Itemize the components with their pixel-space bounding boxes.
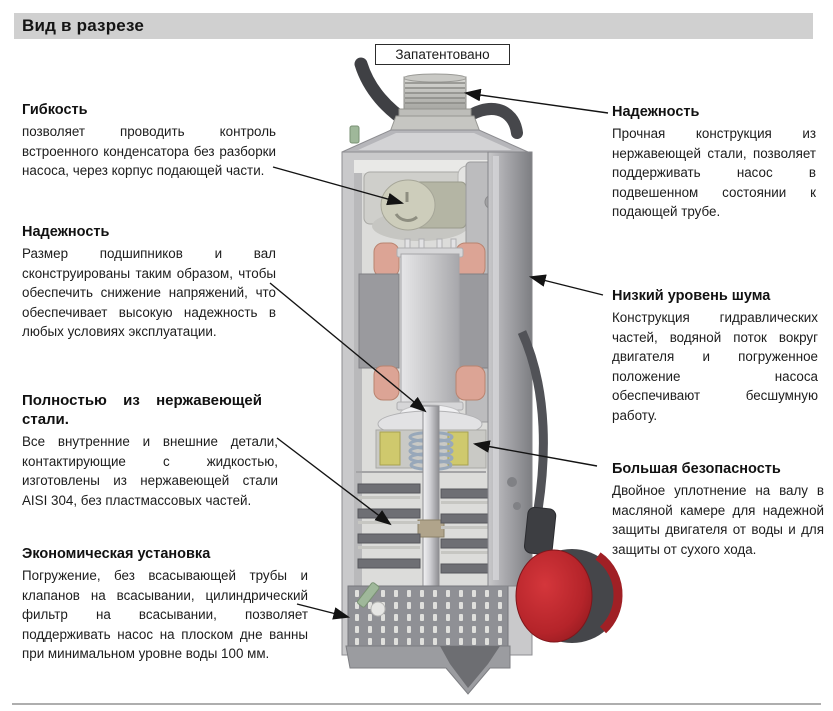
callout-body: Размер подшипников и вал сконструированы таким образом, чтобы обеспечить снижение напряжений, что обеспечивает высокую надежность в любых условиях эксплуатации. [22, 246, 276, 339]
footer-divider [12, 703, 821, 705]
callout-body: Двойное уплотнение на валу в масляной камере для надежной защиты двигателя от воды и для защиты от сухого хода. [612, 483, 824, 557]
callout-body: Все внутренние и внешние детали, контактирующие с жидкостью, изготовлены из нержавеющей стали AISI 304, без пластмассовых частей. [22, 434, 278, 508]
callout-flexibility [22, 102, 276, 181]
bolt-icon [350, 126, 359, 143]
discharge-port [390, 74, 480, 132]
suction-strainer [348, 582, 508, 646]
callout-body: Прочная конструкция из нержавеющей стали, позволяет поддерживать насос в подвешенном состоянии к подающей трубе. [612, 126, 816, 219]
callout-stainless-steel [22, 391, 278, 510]
section-title-bar [14, 13, 813, 39]
callout-heading: Экономическая установка [22, 546, 211, 562]
callout-heading: Гибкость [22, 102, 88, 118]
callout-body: Погружение, без всасывающей трубы и клапанов на всасывании, цилиндрический фильтр на всасывании, позволяет поддерживать насос на плоском дне ванны при минимальном уровне воды 100 мм. [22, 568, 308, 661]
callout-safety [612, 461, 824, 559]
patent-label-box [375, 44, 510, 65]
oil-seal-left [380, 432, 400, 465]
callout-reliability-right [612, 104, 816, 222]
capacitor [381, 180, 466, 230]
arrow-low-noise [531, 277, 603, 295]
callout-body: позволяет проводить контроль встроенного конденсатора без разборки насоса, через корпус подающей части. [22, 124, 276, 178]
outer-wall [488, 152, 532, 586]
page-title: Вид в разрезе [22, 16, 145, 35]
patent-label: Запатентовано [395, 47, 490, 62]
callout-heading: Полностью из нержавеющей стали. [22, 392, 262, 428]
callout-heading: Надежность [612, 104, 700, 120]
callout-body: Конструкция гидравлических частей, водяной поток вокруг двигателя и погруженное положение насоса обеспечивают бесшумную работу. [612, 310, 818, 423]
callout-reliability-left [22, 224, 276, 342]
callout-heading: Надежность [22, 224, 110, 240]
callout-low-noise [612, 288, 818, 425]
callout-heading: Низкий уровень шума [612, 288, 771, 304]
callout-economic-installation [22, 546, 308, 664]
bottom-skirt [346, 646, 510, 694]
motor [359, 239, 494, 410]
callout-heading: Большая безопасность [612, 461, 781, 477]
